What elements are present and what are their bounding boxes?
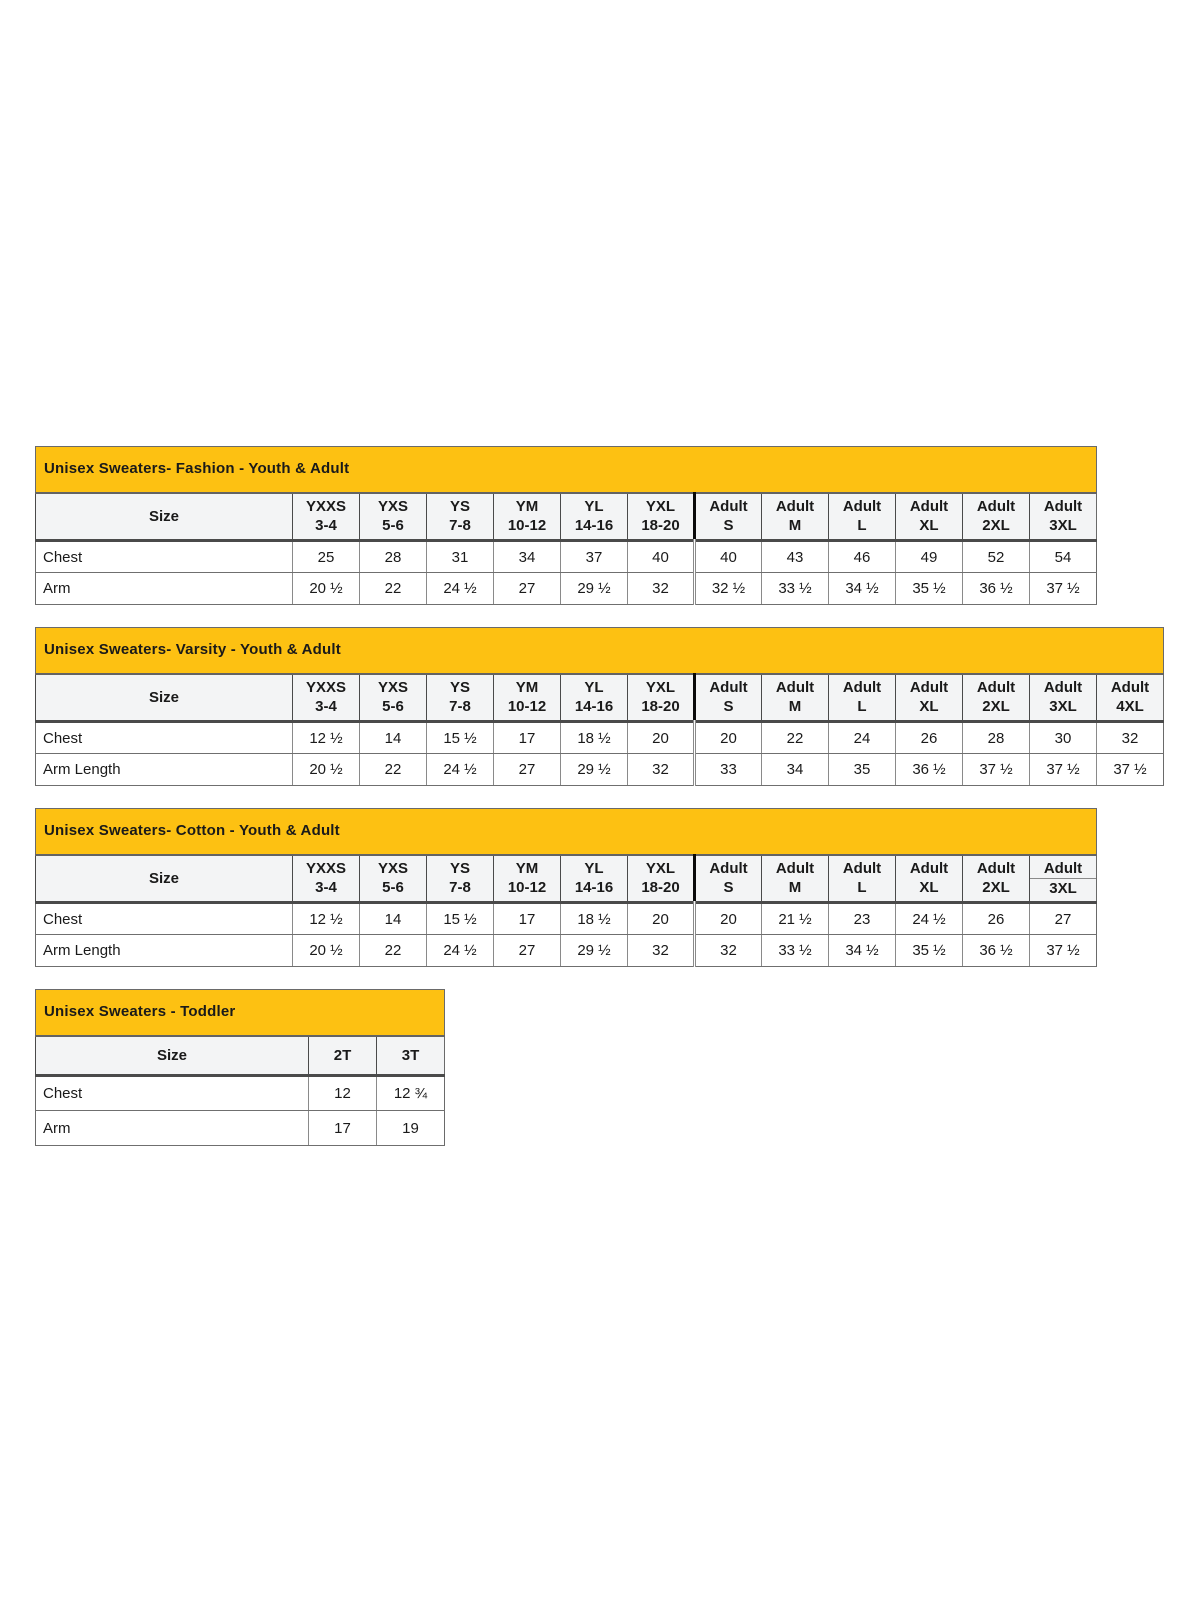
column-header: [829, 493, 896, 541]
column-header: [963, 674, 1030, 722]
size-value-cell: 46: [829, 541, 896, 573]
size-value-cell: 33: [695, 754, 762, 786]
column-header: [561, 855, 628, 903]
size-value-cell: 22: [360, 754, 427, 786]
column-header-line1: YL: [584, 860, 604, 878]
column-header: [293, 493, 360, 541]
column-header-line2: 18-20: [641, 517, 680, 535]
column-header-line2: 3XL: [1049, 879, 1077, 897]
column-header-line2: 10-12: [507, 517, 547, 535]
column-header: [695, 674, 762, 722]
size-value-cell: 35 ½: [896, 573, 963, 605]
size-value-cell: 36 ½: [896, 754, 963, 786]
column-header-line1: Adult: [709, 498, 748, 516]
column-header-line2: 7-8: [449, 698, 471, 716]
row-label: Arm: [36, 1111, 309, 1146]
column-header-line2: L: [857, 698, 867, 716]
size-value-cell: 20: [695, 722, 762, 754]
size-value-cell: 20 ½: [293, 754, 360, 786]
size-value-cell: 14: [360, 903, 427, 935]
column-header-line2: 3XL: [1049, 698, 1077, 716]
column-header-line2: 2XL: [982, 517, 1010, 535]
column-header: [427, 674, 494, 722]
column-header-line2: 18-20: [641, 879, 680, 897]
size-value-cell: 24 ½: [427, 935, 494, 967]
column-header: [293, 855, 360, 903]
size-value-cell: 34 ½: [829, 935, 896, 967]
column-header-line1: YS: [449, 498, 470, 516]
size-value-cell: 32: [695, 935, 762, 967]
size-value-cell: 37: [561, 541, 628, 573]
column-header-line2: S: [723, 517, 734, 535]
column-header-line1: YXS: [377, 679, 408, 697]
column-header: [963, 493, 1030, 541]
column-header: [561, 674, 628, 722]
size-value-cell: 29 ½: [561, 754, 628, 786]
column-header-line2: 10-12: [507, 698, 547, 716]
row-label: Chest: [36, 1076, 309, 1111]
size-value-cell: 52: [963, 541, 1030, 573]
size-value-cell: 29 ½: [561, 935, 628, 967]
column-header: [762, 493, 829, 541]
column-header-line1: YM: [515, 860, 539, 878]
size-value-cell: 12 ¾: [377, 1076, 445, 1111]
column-header: [427, 493, 494, 541]
size-value-cell: 20: [695, 903, 762, 935]
row-label: Arm Length: [36, 935, 293, 967]
column-header-line2: 3-4: [315, 517, 337, 535]
size-value-cell: 20 ½: [293, 935, 360, 967]
size-header-label: Size: [36, 855, 293, 903]
column-header-line1: Adult: [842, 860, 882, 878]
column-header: [360, 493, 427, 541]
column-header-line2: 10-12: [507, 879, 547, 897]
size-value-cell: 33 ½: [762, 935, 829, 967]
column-header-line2: 3XL: [1049, 517, 1077, 535]
size-value-cell: 12 ½: [293, 903, 360, 935]
column-header-line1: Adult: [709, 679, 748, 697]
column-header-line1: YL: [584, 679, 604, 697]
column-header-line2: 3-4: [315, 698, 337, 716]
size-value-cell: 27: [494, 573, 561, 605]
column-header-line1: Adult: [909, 860, 949, 878]
column-header-line1: Adult: [909, 498, 949, 516]
column-header-line2: M: [788, 517, 802, 535]
column-header-line1: YXXS: [305, 860, 347, 878]
size-header-label: Size: [36, 1036, 309, 1076]
size-table-cotton: [35, 808, 1097, 967]
column-header: [293, 674, 360, 722]
size-value-cell: 32 ½: [695, 573, 762, 605]
size-value-cell: 27: [1030, 903, 1097, 935]
size-value-cell: 26: [963, 903, 1030, 935]
column-header-line2: 5-6: [382, 517, 404, 535]
measurement-row: [36, 541, 1097, 573]
size-value-cell: 17: [309, 1111, 377, 1146]
column-header-line2: XL: [919, 517, 939, 535]
column-header-line1: Adult: [976, 860, 1016, 878]
size-value-cell: 35 ½: [896, 935, 963, 967]
column-header-line1: YM: [515, 498, 539, 516]
column-header: [628, 855, 695, 903]
column-header: [628, 674, 695, 722]
column-header: [427, 855, 494, 903]
size-table-toddler: [35, 989, 445, 1146]
table-band-row: [36, 447, 1097, 493]
size-value-cell: 18 ½: [561, 722, 628, 754]
column-header-line2: 3-4: [315, 879, 337, 897]
size-value-cell: 12 ½: [293, 722, 360, 754]
column-header-line1: Adult: [842, 679, 882, 697]
column-header: [829, 855, 896, 903]
column-header: [762, 855, 829, 903]
size-value-cell: 24 ½: [896, 903, 963, 935]
size-value-cell: 23: [829, 903, 896, 935]
column-header: [963, 855, 1030, 903]
size-value-cell: 40: [628, 541, 695, 573]
column-header-line1: YS: [449, 860, 470, 878]
size-header-label: Size: [36, 674, 293, 722]
column-header: [360, 674, 427, 722]
size-value-cell: 32: [628, 573, 695, 605]
column-header: [896, 493, 963, 541]
table-band-row: [36, 990, 445, 1036]
table-title-band: [36, 447, 1097, 493]
size-table-fashion: [35, 446, 1097, 605]
size-value-cell: 33 ½: [762, 573, 829, 605]
column-header-line2: S: [723, 879, 734, 897]
column-header-line1: Adult: [775, 498, 815, 516]
tables-root: [35, 446, 1200, 1146]
column-header: [1030, 493, 1097, 541]
size-value-cell: 36 ½: [963, 573, 1030, 605]
column-header: [309, 1036, 377, 1076]
size-value-cell: 32: [628, 754, 695, 786]
column-header: [1030, 855, 1097, 903]
size-value-cell: 37 ½: [1097, 754, 1164, 786]
measurement-row: [36, 935, 1097, 967]
size-value-cell: 27: [494, 935, 561, 967]
column-header-line1: Adult: [709, 860, 748, 878]
column-header: [896, 855, 963, 903]
column-header: [1097, 674, 1164, 722]
column-header-line1: YXL: [645, 679, 676, 697]
table-title: Unisex Sweaters- Cotton - Youth & Adult: [44, 822, 340, 840]
column-header-line2: M: [788, 698, 802, 716]
column-header-line1: Adult: [775, 860, 815, 878]
column-header-line2: L: [857, 517, 867, 535]
size-table-varsity: [35, 627, 1164, 786]
column-header-line1: 2T: [333, 1046, 352, 1064]
column-header-line2: XL: [919, 698, 939, 716]
column-header-line2: 2XL: [982, 698, 1010, 716]
size-value-cell: 37 ½: [963, 754, 1030, 786]
table-title: Unisex Sweaters- Varsity - Youth & Adult: [44, 641, 341, 659]
size-value-cell: 15 ½: [427, 722, 494, 754]
size-value-cell: 22: [360, 573, 427, 605]
size-value-cell: 32: [1097, 722, 1164, 754]
size-value-cell: 26: [896, 722, 963, 754]
column-header-line2: 7-8: [449, 879, 471, 897]
column-header-line2: 14-16: [574, 879, 614, 897]
size-value-cell: 29 ½: [561, 573, 628, 605]
column-header: [360, 855, 427, 903]
size-value-cell: 20: [628, 722, 695, 754]
size-value-cell: 24: [829, 722, 896, 754]
row-label: Arm Length: [36, 754, 293, 786]
size-value-cell: 37 ½: [1030, 573, 1097, 605]
column-header: [829, 674, 896, 722]
column-header-line1: YXL: [645, 860, 676, 878]
column-header-line1: Adult: [1030, 859, 1096, 879]
column-header: [494, 674, 561, 722]
size-value-cell: 24 ½: [427, 573, 494, 605]
size-value-cell: 21 ½: [762, 903, 829, 935]
measurement-row: [36, 1076, 445, 1111]
size-value-cell: 15 ½: [427, 903, 494, 935]
size-value-cell: 17: [494, 903, 561, 935]
size-value-cell: 37 ½: [1030, 754, 1097, 786]
size-value-cell: 14: [360, 722, 427, 754]
column-header-line1: YXL: [645, 498, 676, 516]
size-value-cell: 20: [628, 903, 695, 935]
column-header-line2: 4XL: [1116, 698, 1144, 716]
column-header-line1: YS: [449, 679, 470, 697]
size-header-row: [36, 855, 1097, 903]
table-band-row: [36, 628, 1164, 674]
row-label: Chest: [36, 903, 293, 935]
column-header-line1: YXS: [377, 860, 408, 878]
column-header: [494, 493, 561, 541]
size-header-row: [36, 493, 1097, 541]
column-header-line2: S: [723, 698, 734, 716]
column-header-line2: 5-6: [382, 698, 404, 716]
column-header: [377, 1036, 445, 1076]
column-header-line1: YXS: [377, 498, 408, 516]
size-header-label: Size: [36, 493, 293, 541]
column-header-line2: 14-16: [574, 517, 614, 535]
size-value-cell: 34: [762, 754, 829, 786]
size-value-cell: 19: [377, 1111, 445, 1146]
column-header: [762, 674, 829, 722]
size-value-cell: 32: [628, 935, 695, 967]
column-header-line2: M: [788, 879, 802, 897]
size-value-cell: 36 ½: [963, 935, 1030, 967]
size-value-cell: 22: [360, 935, 427, 967]
size-value-cell: 35: [829, 754, 896, 786]
size-value-cell: 28: [963, 722, 1030, 754]
size-value-cell: 18 ½: [561, 903, 628, 935]
table-title: Unisex Sweaters- Fashion - Youth & Adult: [44, 460, 350, 478]
size-value-cell: 28: [360, 541, 427, 573]
size-value-cell: 49: [896, 541, 963, 573]
size-value-cell: 17: [494, 722, 561, 754]
column-header: [896, 674, 963, 722]
measurement-row: [36, 754, 1164, 786]
column-header-line1: Adult: [842, 498, 882, 516]
column-header: [628, 493, 695, 541]
size-header-row: [36, 674, 1164, 722]
row-label: Chest: [36, 722, 293, 754]
measurement-row: [36, 1111, 445, 1146]
column-header-line1: Adult: [976, 498, 1016, 516]
column-header-line1: 3T: [401, 1046, 420, 1064]
size-value-cell: 27: [494, 754, 561, 786]
column-header-line1: Adult: [909, 679, 949, 697]
column-header-line2: L: [857, 879, 867, 897]
table-title: Unisex Sweaters - Toddler: [44, 1003, 236, 1021]
size-value-cell: 25: [293, 541, 360, 573]
size-value-cell: 12: [309, 1076, 377, 1111]
column-header-line1: YXXS: [305, 679, 347, 697]
size-value-cell: 30: [1030, 722, 1097, 754]
column-header-line1: Adult: [1043, 498, 1083, 516]
column-header-line2: 5-6: [382, 879, 404, 897]
column-header-line1: YL: [584, 498, 604, 516]
table-title-band: [36, 809, 1097, 855]
measurement-row: [36, 722, 1164, 754]
measurement-row: [36, 573, 1097, 605]
column-header: [561, 493, 628, 541]
size-value-cell: 37 ½: [1030, 935, 1097, 967]
row-label: Arm: [36, 573, 293, 605]
column-header-line2: 2XL: [982, 879, 1010, 897]
size-value-cell: 22: [762, 722, 829, 754]
column-header-line1: Adult: [1043, 679, 1083, 697]
column-header-line2: 7-8: [449, 517, 471, 535]
column-header: [1030, 674, 1097, 722]
column-header: [695, 493, 762, 541]
column-header-line2: XL: [919, 879, 939, 897]
row-label: Chest: [36, 541, 293, 573]
column-header-line2: 14-16: [574, 698, 614, 716]
column-header-line1: YM: [515, 679, 539, 697]
size-value-cell: 40: [695, 541, 762, 573]
size-value-cell: 54: [1030, 541, 1097, 573]
size-value-cell: 20 ½: [293, 573, 360, 605]
table-title-band: [36, 990, 445, 1036]
table-band-row: [36, 809, 1097, 855]
size-value-cell: 34 ½: [829, 573, 896, 605]
column-header-line1: Adult: [775, 679, 815, 697]
size-value-cell: 34: [494, 541, 561, 573]
column-header-line2: 18-20: [641, 698, 680, 716]
size-value-cell: 24 ½: [427, 754, 494, 786]
column-header-line1: YXXS: [305, 498, 347, 516]
size-header-row: [36, 1036, 445, 1076]
column-header-line1: Adult: [1110, 679, 1150, 697]
measurement-row: [36, 903, 1097, 935]
size-value-cell: 31: [427, 541, 494, 573]
column-header: [494, 855, 561, 903]
column-header: [695, 855, 762, 903]
table-title-band: [36, 628, 1164, 674]
column-header-line1: Adult: [976, 679, 1016, 697]
size-value-cell: 43: [762, 541, 829, 573]
